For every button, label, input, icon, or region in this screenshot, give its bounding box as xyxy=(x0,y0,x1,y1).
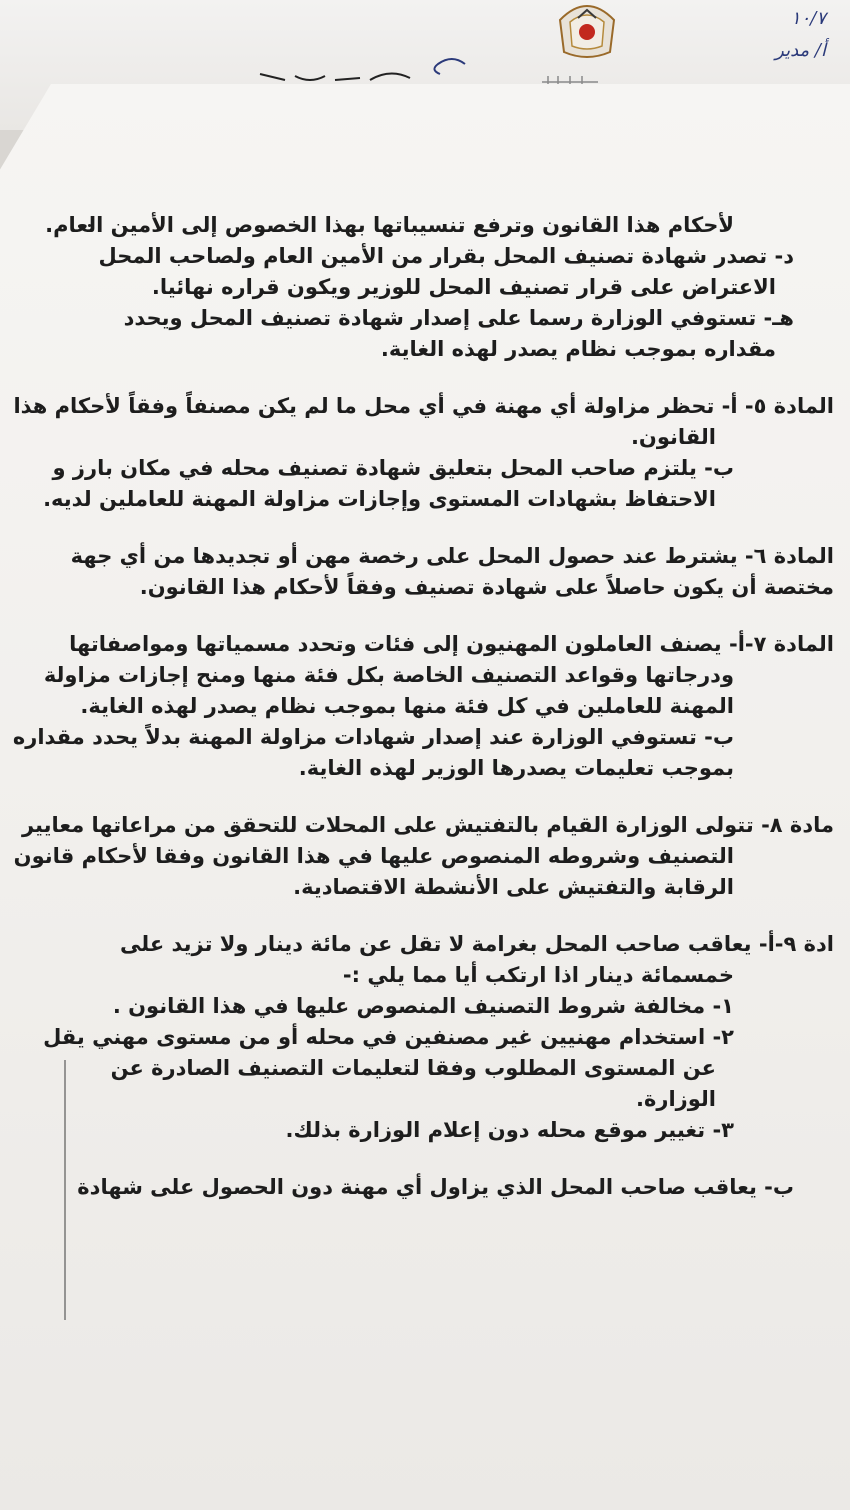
article-5 xyxy=(13,391,834,515)
text-line: ادة ٩-أ- يعاقب صاحب المحل بغرامة لا تقل عن مائة دينار ولا تزيد على xyxy=(120,932,834,956)
text-line: عن المستوى المطلوب وفقا لتعليمات التصنيف الصادرة عن xyxy=(110,1056,716,1080)
text-line: الرقابة والتفتيش على الأنشطة الاقتصادية. xyxy=(293,875,734,899)
article-6 xyxy=(24,541,834,603)
text-line: مختصة أن يكون حاصلاً على شهادة تصنيف وفقاً لأحكام هذا القانون. xyxy=(139,575,834,599)
article-9-b xyxy=(24,1172,834,1203)
text-line: مادة ٨- تتولى الوزارة القيام بالتفتيش على المحلات للتحقق من مراعاتها معايير xyxy=(21,813,834,837)
text-line: القانون. xyxy=(630,425,716,449)
text-line: الوزارة. xyxy=(635,1087,716,1111)
handwritten-note-line: ١٠/٧ xyxy=(790,8,826,29)
text-line: لأحكام هذا القانون وترفع تنسيباتها بهذا الخصوص إلى الأمين العام. xyxy=(45,213,734,237)
text-line: د- تصدر شهادة تصنيف المحل بقرار من الأمين العام ولصاحب المحل xyxy=(98,244,794,268)
text-line: ٣- تغيير موقع محله دون إعلام الوزارة بذلك. xyxy=(285,1118,734,1142)
article-8 xyxy=(13,810,834,903)
text-line: هـ- تستوفي الوزارة رسما على إصدار شهادة تصنيف المحل ويحدد xyxy=(123,306,794,330)
text-line: التصنيف وشروطه المنصوص عليها في هذا القانون وفقا لأحكام قانون xyxy=(13,844,734,868)
text-line: ١- مخالفة شروط التصنيف المنصوص عليها في هذا القانون . xyxy=(112,994,734,1018)
article-9 xyxy=(24,929,834,1146)
text-line: المادة ٧-أ- يصنف العاملون المهنيون إلى فئات وتحدد مسمياتها ومواصفاتها xyxy=(69,632,834,656)
text-line: المهنة للعاملين في كل فئة منها بموجب نظام يصدر لهذه الغاية. xyxy=(80,694,734,718)
text-line: المادة ٦- يشترط عند حصول المحل على رخصة مهن أو تجديدها من أي جهة xyxy=(70,544,834,568)
text-line: ٢- استخدام مهنيين غير مصنفين في محله أو من مستوى مهني يقل xyxy=(43,1025,734,1049)
text-line: خمسمائة دينار اذا ارتكب أيا مما يلي :- xyxy=(342,963,734,987)
text-line: المادة ٥- أ- تحظر مزاولة أي مهنة في أي محل ما لم يكن مصنفاً وفقاً لأحكام هذا xyxy=(13,394,834,418)
intro-block xyxy=(24,210,834,365)
text-line: الاحتفاظ بشهادات المستوى وإجازات مزاولة المهنة للعاملين لديه. xyxy=(43,487,716,511)
text-line: ب- يعاقب صاحب المحل الذي يزاول أي مهنة دون الحصول على شهادة xyxy=(77,1175,794,1199)
text-line: مقداره بموجب نظام يصدر لهذه الغاية. xyxy=(380,337,776,361)
article-7 xyxy=(12,629,834,784)
text-line: ودرجاتها وقواعد التصنيف الخاصة بكل فئة منها ومنح إجازات مزاولة xyxy=(43,663,734,687)
document-body xyxy=(12,210,834,1229)
text-line: الاعتراض على قرار تصنيف المحل للوزير ويكون قراره نهائيا. xyxy=(151,275,776,299)
text-line: بموجب تعليمات يصدرها الوزير لهذه الغاية. xyxy=(298,756,734,780)
handwritten-note-line: أ/ مدير xyxy=(775,40,826,61)
text-line: ب- تستوفي الوزارة عند إصدار شهادات مزاولة المهنة بدلاً يحدد مقداره xyxy=(12,725,734,749)
jordan-coat-of-arms-icon xyxy=(552,0,622,60)
text-line: ب- يلتزم صاحب المحل بتعليق شهادة تصنيف محله في مكان بارز و xyxy=(52,456,734,480)
